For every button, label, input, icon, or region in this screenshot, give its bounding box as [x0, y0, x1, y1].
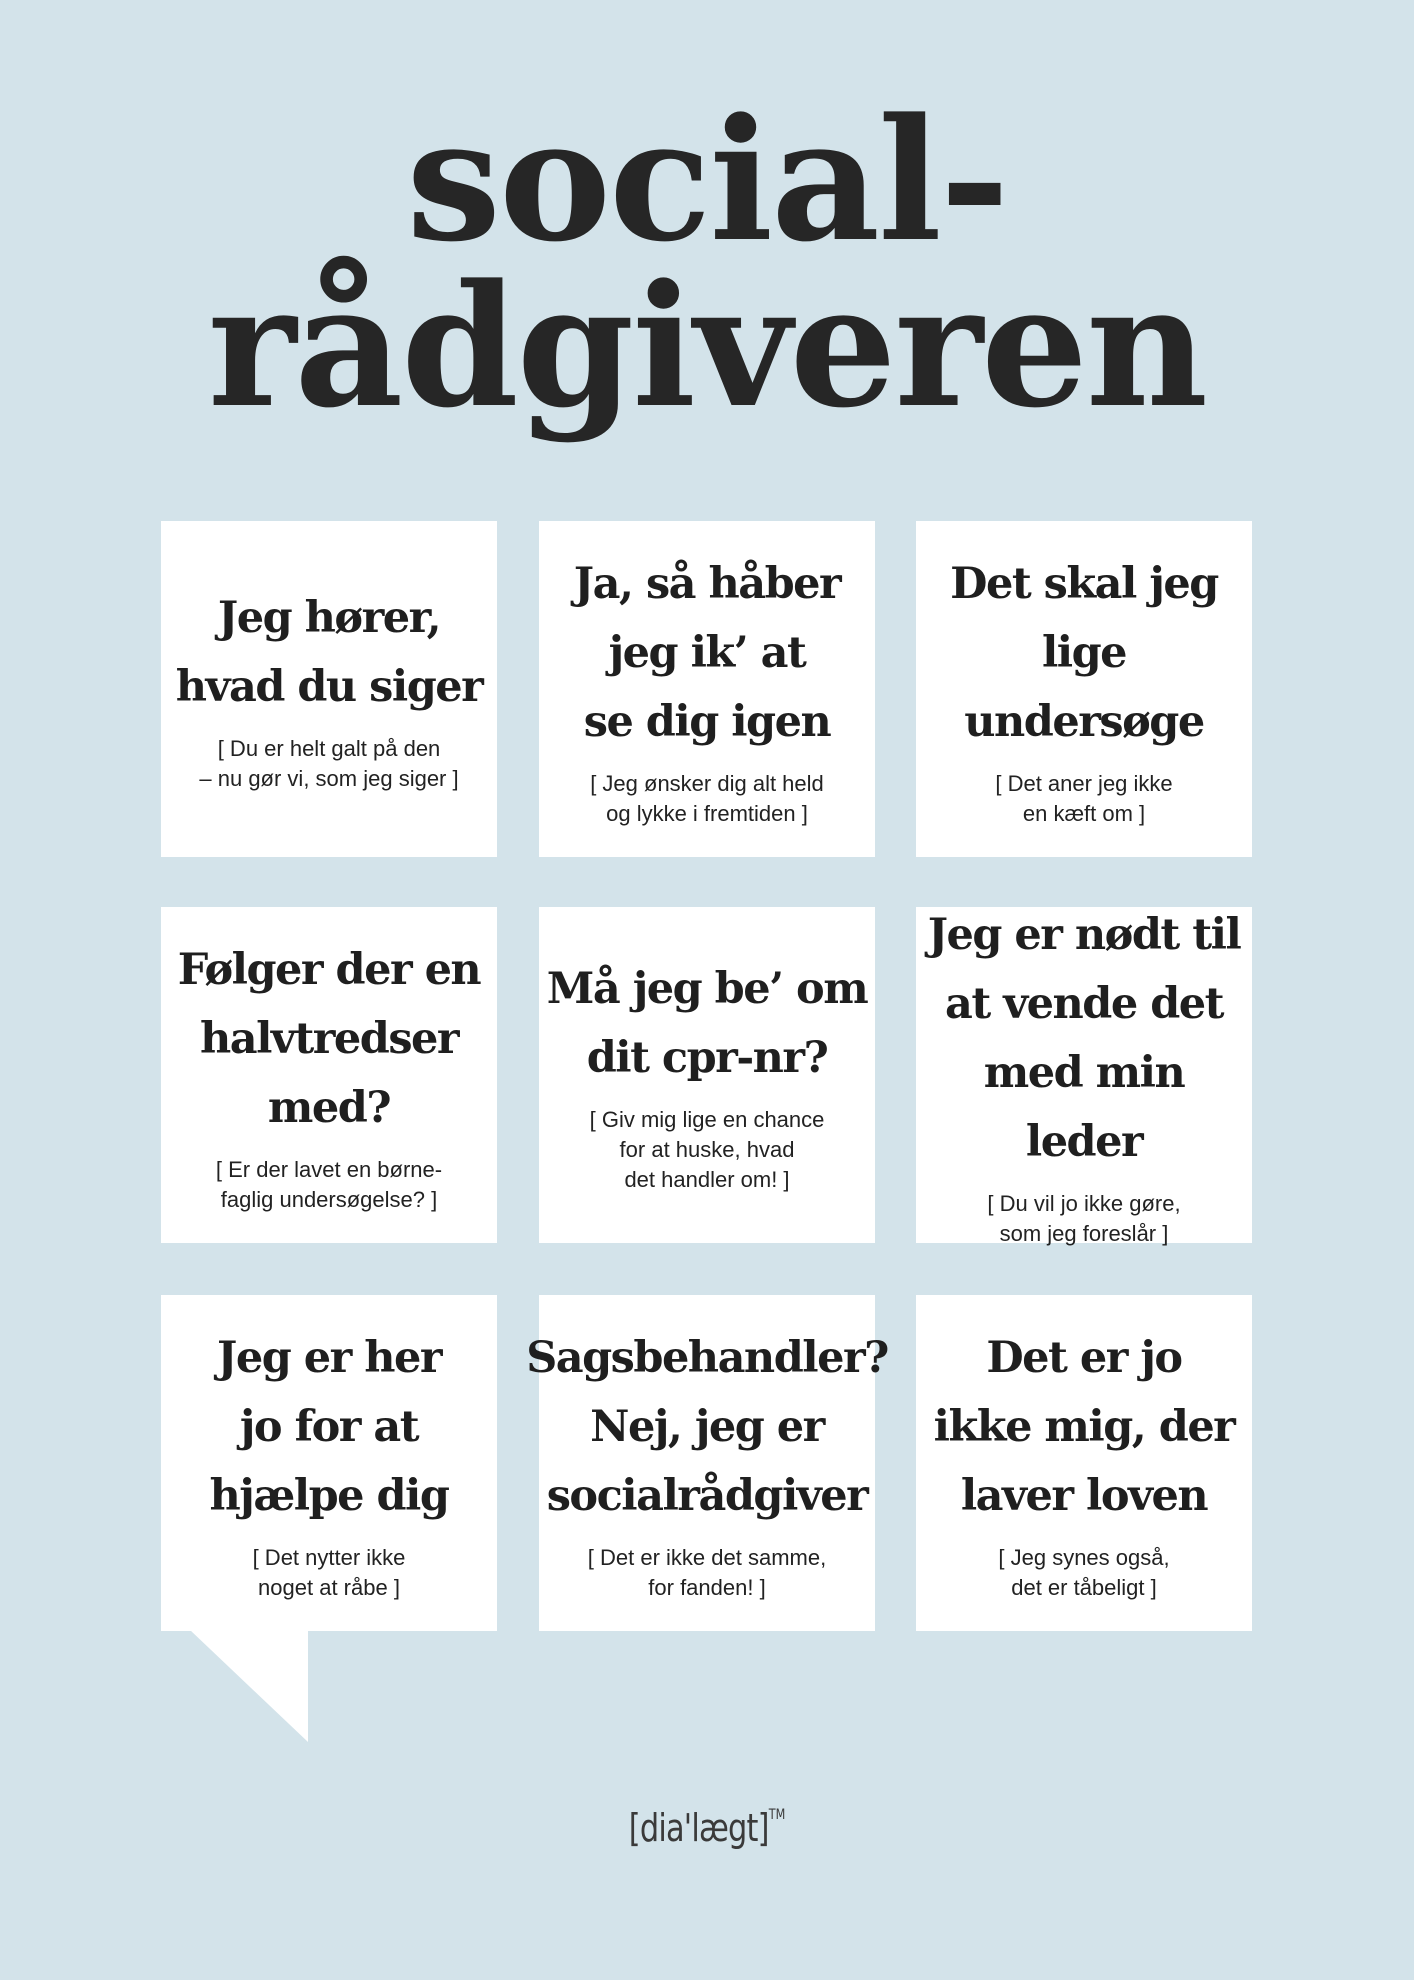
quote-text: Må jeg be’ om dit cpr-nr? [546, 964, 868, 1083]
quote-translation: [ Du vil jo ikke gøre, som jeg foreslår ] [987, 1191, 1181, 1246]
quote-card [161, 907, 497, 1243]
quote-card [539, 907, 875, 1243]
quote-text: Jeg hører, hvad du siger [175, 593, 483, 712]
quote-card [539, 521, 875, 857]
quote-card [526, 1295, 888, 1631]
quote-translation: [ Giv mig lige en chance for at huske, hvad det handler om! ] [589, 1107, 825, 1192]
quote-card [916, 521, 1252, 857]
title-line-1: social- [406, 81, 1008, 279]
quote-card [161, 521, 497, 857]
quote-card [916, 1295, 1252, 1631]
quote-text: Ja, så håber jeg ik’ at se dig igen [573, 558, 841, 747]
quote-card [161, 1295, 497, 1631]
quote-translation: [ Det aner jeg ikke en kæft om ] [995, 770, 1173, 826]
brand-logo [141, 1806, 1272, 1850]
quote-text: Sagsbehandler? Nej, jeg er socialrådgiver [526, 1332, 888, 1521]
quote-translation: [ Er der lavet en børne- faglig undersøgelse? ] [215, 1156, 443, 1212]
trademark-symbol: TM [768, 1807, 786, 1823]
quote-text: Det er jo ikke mig, der laver loven [933, 1332, 1235, 1521]
quote-text: Jeg er nødt til at vende det med min leder [927, 910, 1241, 1167]
quote-text: Jeg er her jo for at hjælpe dig [209, 1332, 449, 1521]
title-line-2: rådgiveren [207, 247, 1207, 445]
quote-text: Det skal jeg lige undersøge [950, 558, 1218, 747]
quote-translation: [ Jeg ønsker dig alt held og lykke i fremtiden ] [590, 770, 824, 826]
quote-translation: [ Det er ikke det samme, for fanden! ] [587, 1544, 827, 1600]
quote-text: Følger der en halvtredser med? [177, 944, 481, 1133]
brand-logo-text: [dia'lægt] [628, 1806, 769, 1850]
quote-card [916, 907, 1252, 1246]
quote-translation: [ Det nytter ikke noget at råbe ] [252, 1544, 406, 1600]
quote-translation: [ Du er helt galt på den – nu gør vi, som jeg siger ] [199, 736, 459, 791]
quote-translation: [ Jeg synes også, det er tåbeligt ] [998, 1544, 1170, 1600]
